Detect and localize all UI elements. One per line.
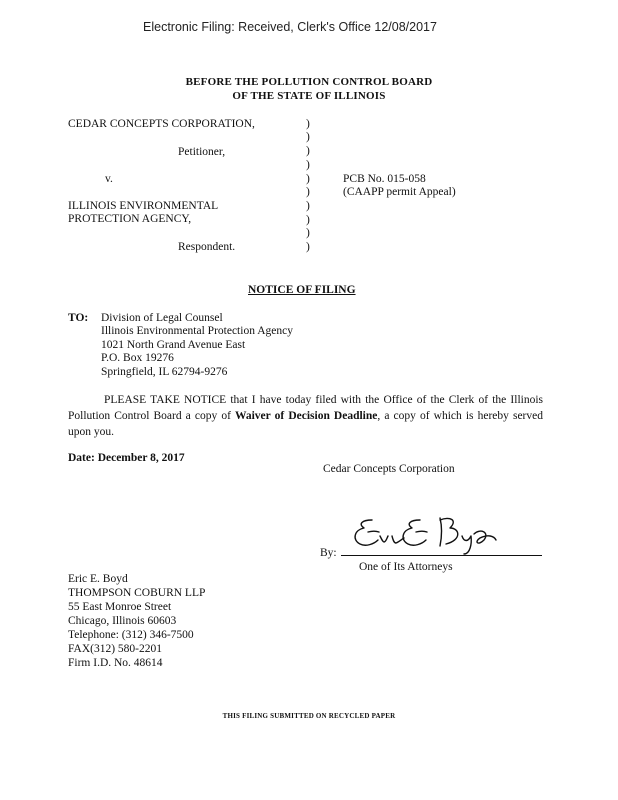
caption-paren: ) [306,214,310,226]
date-line: Date: December 8, 2017 [68,452,185,464]
caption-paren: ) [306,131,310,143]
by-label: By: [320,547,337,559]
petitioner-role: Petitioner, [178,146,226,158]
address-line: Division of Legal Counsel [101,312,223,324]
court-heading-line1: BEFORE THE POLLUTION CONTROL BOARD [185,76,433,88]
address-line: P.O. Box 19276 [101,352,174,364]
respondent-name-line1: ILLINOIS ENVIRONMENTAL [68,200,219,212]
caption-paren: ) [306,159,310,171]
contact-line: Telephone: (312) 346-7500 [68,629,194,641]
address-line: Illinois Environmental Protection Agency [101,325,293,337]
caption-paren: ) [306,200,310,212]
footer-note: THIS FILING SUBMITTED ON RECYCLED PAPER [222,712,396,720]
caption-paren: ) [306,227,310,239]
contact-line: Eric E. Boyd [68,573,128,585]
caption-paren: ) [306,145,310,157]
versus-label: v. [105,173,113,185]
case-type: (CAAPP permit Appeal) [343,186,456,198]
signing-party: Cedar Concepts Corporation [323,463,455,475]
filing-stamp: Electronic Filing: Received, Clerk's Office 12/08/2017 [143,20,437,34]
court-heading-line2: OF THE STATE OF ILLINOIS [232,90,386,102]
notice-title: NOTICE OF FILING [248,284,356,296]
contact-line: Chicago, Illinois 60603 [68,615,177,627]
contact-line: 55 East Monroe Street [68,601,172,613]
signature-line [341,555,542,556]
document-title: Waiver of Decision Deadline [235,410,378,422]
to-label: TO: [68,312,89,324]
caption-paren: ) [306,173,310,185]
petitioner-name: CEDAR CONCEPTS CORPORATION, [68,118,255,130]
notice-body-text-end: , a copy of which is hereby served upon you. [68,410,543,438]
attorneys-label: One of Its Attorneys [359,561,453,573]
caption-paren: ) [306,186,310,198]
contact-line: Firm I.D. No. 48614 [68,657,163,669]
handwritten-signature [350,514,500,556]
caption-paren: ) [306,241,310,253]
notice-body-text: PLEASE TAKE NOTICE that I have today filed with the Office of the Clerk of the Illinois Pollution Control Board a copy of [68,394,543,422]
notice-body [68,392,543,440]
address-line: Springfield, IL 62794-9276 [101,366,228,378]
contact-line: THOMPSON COBURN LLP [68,587,206,599]
caption-paren: ) [306,118,310,130]
respondent-role: Respondent. [178,241,236,253]
address-line: 1021 North Grand Avenue East [101,339,246,351]
respondent-name-line2: PROTECTION AGENCY, [68,213,192,225]
contact-line: FAX(312) 580-2201 [68,643,163,655]
case-number: PCB No. 015-058 [343,173,426,185]
